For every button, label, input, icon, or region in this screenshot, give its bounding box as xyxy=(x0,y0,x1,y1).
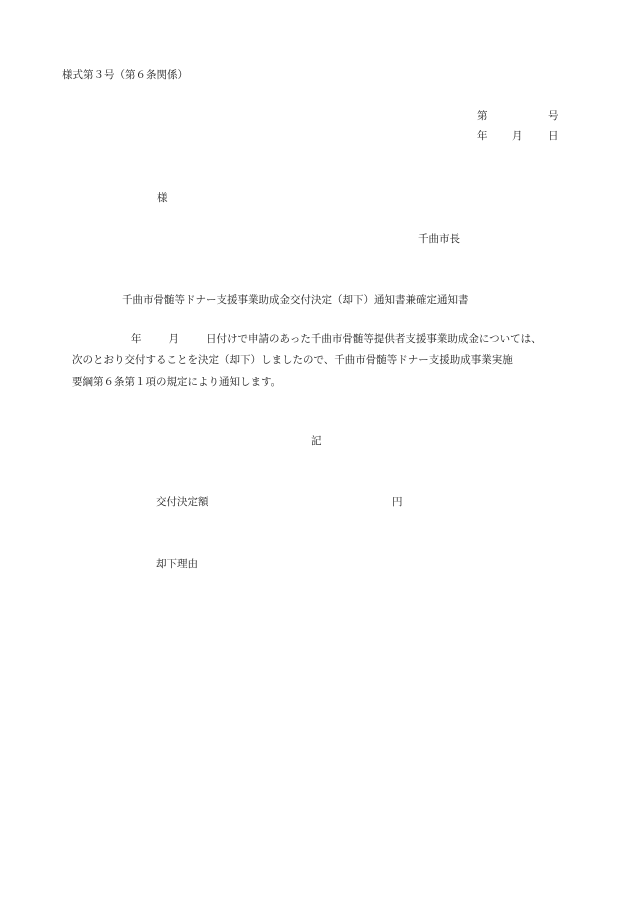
grant-amount-unit: 円 xyxy=(392,496,403,508)
date-month-label: 月 xyxy=(512,130,523,142)
body-line-1-text: 日付けで申請のあった千曲市骨髄等提供者支援事業助成金については、 xyxy=(206,333,542,345)
body-paragraph-line-1 xyxy=(131,334,542,345)
document-number-label: 第 xyxy=(477,110,488,122)
addressee-honorific: 様 xyxy=(157,192,168,204)
body-paragraph-line-3: 要綱第６条第１項の規定により通知します。 xyxy=(72,376,282,388)
document-title: 千曲市骨髄等ドナー支援事業助成金交付決定（却下）通知書兼確定通知書 xyxy=(122,294,469,306)
record-heading: 記 xyxy=(311,435,322,447)
date-year-label: 年 xyxy=(477,130,488,142)
issuer-name: 千曲市長 xyxy=(418,233,460,245)
grant-amount-label: 交付決定額 xyxy=(156,496,209,508)
form-number: 様式第３号（第６条関係） xyxy=(62,69,188,81)
date-day-label: 日 xyxy=(548,130,559,142)
body-year-label: 年 xyxy=(131,333,142,345)
rejection-reason-label: 却下理由 xyxy=(156,558,198,570)
document-number-suffix: 号 xyxy=(548,110,559,122)
body-month-label: 月 xyxy=(168,333,179,345)
body-paragraph-line-2: 次のとおり交付することを決定（却下）しましたので、千曲市骨髄等ドナー支援助成事業実施 xyxy=(72,354,513,366)
